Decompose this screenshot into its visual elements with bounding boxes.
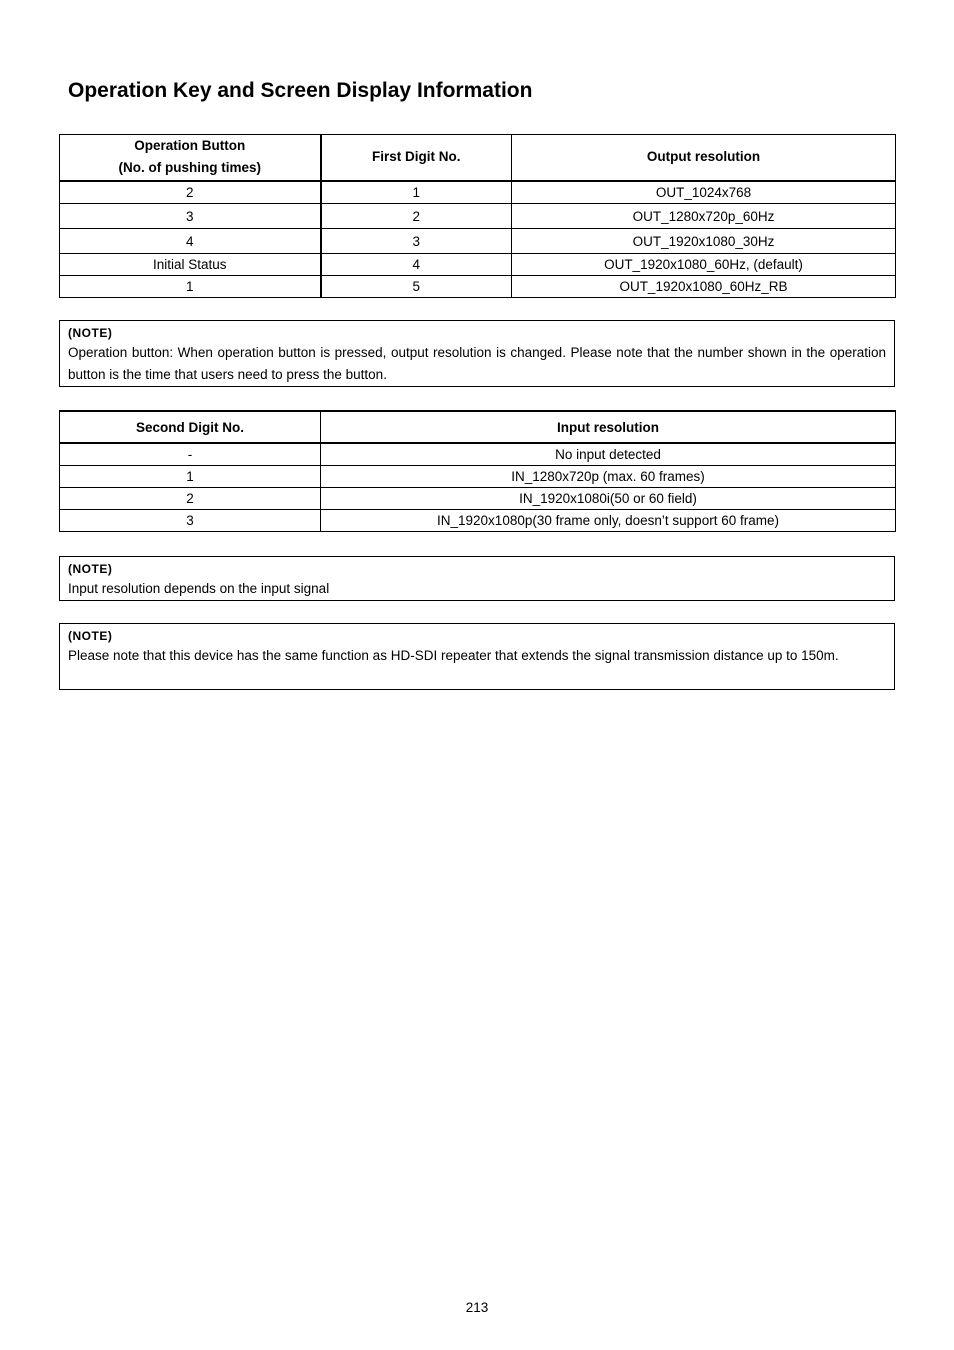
table-row xyxy=(60,487,896,509)
note-label: (NOTE) xyxy=(68,629,113,643)
header-operation-button-line2: (No. of pushing times) xyxy=(118,160,261,176)
table-row xyxy=(60,465,896,487)
first-digit-cell: 3 xyxy=(321,229,512,254)
second-digit-cell: 2 xyxy=(60,487,321,509)
table-header-row xyxy=(60,135,896,181)
second-digit-cell: 3 xyxy=(60,509,321,531)
output-resolution-table xyxy=(59,134,896,298)
note-label: (NOTE) xyxy=(68,562,113,576)
input-resolution-cell: No input detected xyxy=(321,443,896,465)
output-resolution-cell: OUT_1920x1080_30Hz xyxy=(512,229,896,254)
page-number: 213 xyxy=(465,1300,489,1315)
input-resolution-cell: IN_1920x1080p(30 frame only, doesn’t support 60 frame) xyxy=(321,509,896,531)
page-title: Operation Key and Screen Display Information xyxy=(68,79,533,102)
operation-button-cell: 4 xyxy=(60,229,321,254)
header-first-digit: First Digit No. xyxy=(321,135,512,181)
operation-button-cell: 3 xyxy=(60,204,321,229)
note-text: Operation button: When operation button is pressed, output resolution is changed. Please note that the number shown in the operation button is the time that users need to press the button. xyxy=(68,345,886,382)
first-digit-cell: 1 xyxy=(321,181,512,204)
table-row xyxy=(60,443,896,465)
table-row xyxy=(60,181,896,204)
output-resolution-cell: OUT_1024x768 xyxy=(512,181,896,204)
note-text: Input resolution depends on the input signal xyxy=(68,581,330,596)
table-row xyxy=(60,254,896,276)
first-digit-cell: 5 xyxy=(321,276,512,298)
table-header-row xyxy=(60,411,896,443)
output-resolution-cell: OUT_1280x720p_60Hz xyxy=(512,204,896,229)
table-row xyxy=(60,276,896,298)
header-input-resolution: Input resolution xyxy=(321,411,896,443)
second-digit-cell: 1 xyxy=(60,465,321,487)
note-operation-button xyxy=(59,320,895,387)
note-input-signal xyxy=(59,556,895,601)
header-second-digit: Second Digit No. xyxy=(60,411,321,443)
note-label: (NOTE) xyxy=(68,326,113,340)
table-row xyxy=(60,204,896,229)
second-digit-cell: - xyxy=(60,443,321,465)
input-resolution-cell: IN_1280x720p (max. 60 frames) xyxy=(321,465,896,487)
output-resolution-cell: OUT_1920x1080_60Hz, (default) xyxy=(512,254,896,276)
header-output-resolution: Output resolution xyxy=(512,135,896,181)
operation-button-cell: Initial Status xyxy=(60,254,321,276)
header-operation-button xyxy=(60,135,321,181)
note-text: Please note that this device has the same function as HD-SDI repeater that extends the signal transmission distance up to 150m. xyxy=(68,648,839,663)
operation-button-cell: 1 xyxy=(60,276,321,298)
note-hd-sdi-repeater xyxy=(59,623,895,690)
header-operation-button-line1: Operation Button xyxy=(134,138,246,154)
first-digit-cell: 4 xyxy=(321,254,512,276)
input-resolution-table xyxy=(59,410,896,532)
input-resolution-cell: IN_1920x1080i(50 or 60 field) xyxy=(321,487,896,509)
first-digit-cell: 2 xyxy=(321,204,512,229)
table-row xyxy=(60,229,896,254)
operation-button-cell: 2 xyxy=(60,181,321,204)
output-resolution-cell: OUT_1920x1080_60Hz_RB xyxy=(512,276,896,298)
table-row xyxy=(60,509,896,531)
